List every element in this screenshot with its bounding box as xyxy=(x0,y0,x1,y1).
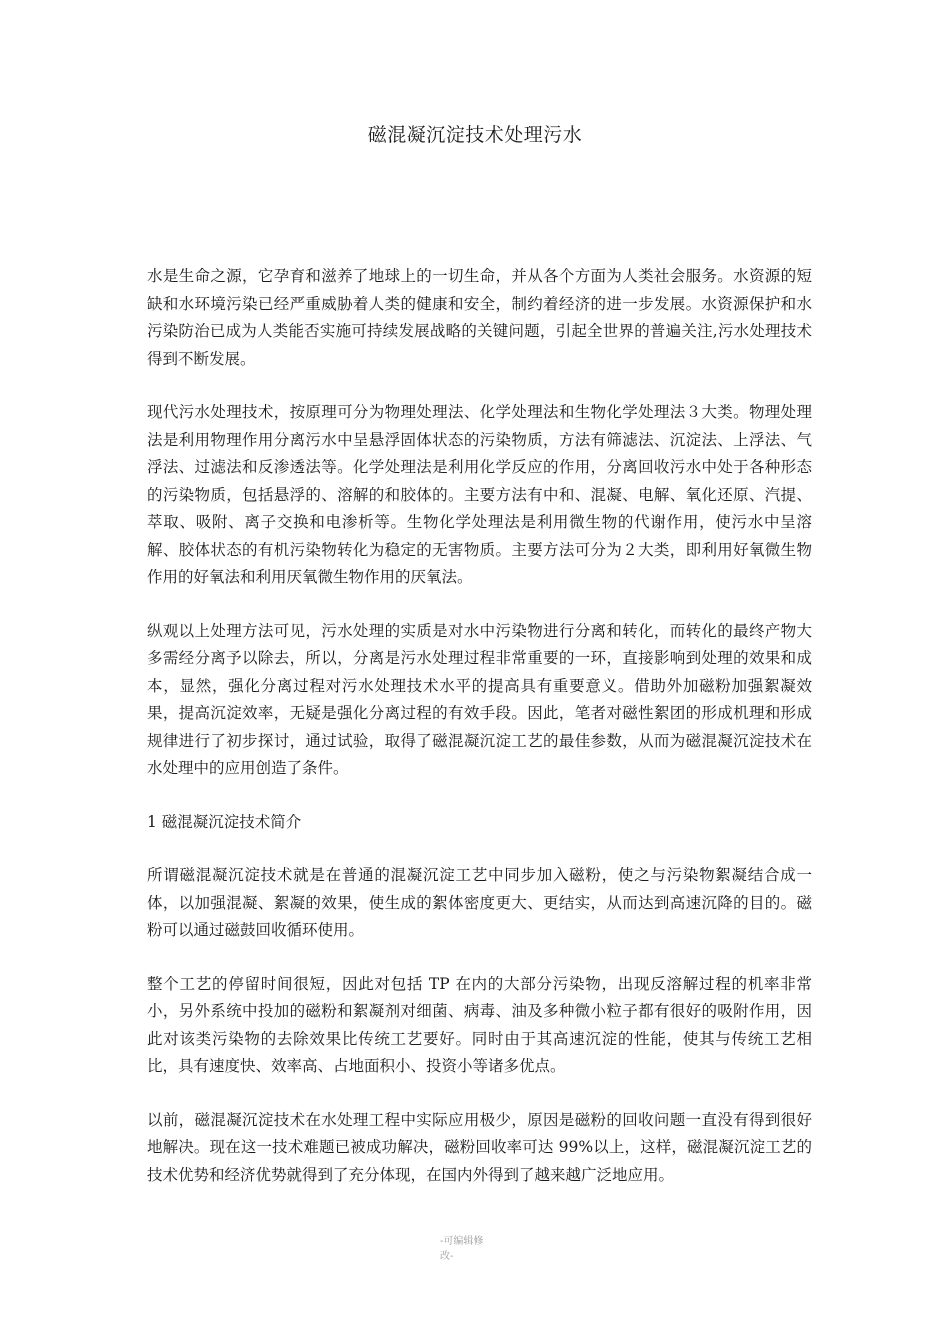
paragraph-methods: 现代污水处理技术，按原理可分为物理处理法、化学处理法和生物化学处理法３大类。物理处理法是利用物理作用分离污水中呈悬浮固体状态的污染物质，方法有筛滤法、沉淀法、上浮法、气浮法、过滤法和反渗透法等。化学处理法是利用化学反应的作用，分离回收污水中处于各种形态的污染物质，包括悬浮的、溶解的和胶体的。主要方法有中和、混凝、电解、氧化还原、汽提、萃取、吸附、离子交换和电渗析等。生物化学处理法是利用微生物的代谢作用，使污水中呈溶解、胶体状态的有机污染物转化为稳定的无害物质。主要方法可分为２大类，即利用好氧微生物作用的好氧法和利用厌氧微生物作用的厌氧法。 xyxy=(147,403,812,586)
paragraph-intro: 水是生命之源，它孕育和滋养了地球上的一切生命，并从各个方面为人类社会服务。水资源的短缺和水环境污染已经严重威胁着人类的健康和安全，制约着经济的进一步发展。水资源保护和水污染防治已成为人类能否实施可持续发展战略的关键问题，引起全世界的普遍关注,污水处理技术得到不断发展。 xyxy=(147,267,812,368)
paragraph-history: 以前，磁混凝沉淀技术在水处理工程中实际应用极少，原因是磁粉的回收问题一直没有得到很好地解决。现在这一技术难题已被成功解决，磁粉回收率可达 99%以上，这样，磁混凝沉淀工艺的技术优势和经济优势就得到了充分体现，在国内外得到了越来越广泛地应用。 xyxy=(147,1110,812,1184)
paragraph-separation: 纵观以上处理方法可见，污水处理的实质是对水中污染物进行分离和转化，而转化的最终产物大多需经分离予以除去，所以，分离是污水处理过程非常重要的一环，直接影响到处理的效果和成本，显然，强化分离过程对污水处理技术水平的提高具有重要意义。借助外加磁粉加强絮凝效果，提高沉淀效率，无疑是强化分离过程的有效手段。因此，笔者对磁性絮团的形成机理和形成规律进行了初步探讨，通过试验，取得了磁混凝沉淀工艺的最佳参数，从而为磁混凝沉淀技术在水处理中的应用创造了条件。 xyxy=(147,621,812,777)
page-footer xyxy=(440,1234,510,1264)
document-title: 磁混凝沉淀技术处理污水 xyxy=(367,124,583,146)
document-body xyxy=(147,263,812,1189)
footer-line-2: 改- xyxy=(440,1251,454,1262)
section-heading: 1 磁混凝沉淀技术简介 xyxy=(147,812,302,831)
paragraph-advantages: 整个工艺的停留时间很短，因此对包括 TP 在内的大部分污染物，出现反溶解过程的机率非常小，另外系统中投加的磁粉和絮凝剂对细菌、病毒、油及多种微小粒子都有很好的吸附作用，因此对该类污染物的去除效果比传统工艺要好。同时由于其高速沉淀的性能，使其与传统工艺相比，具有速度快、效率高、占地面积小、投资小等诸多优点。 xyxy=(147,974,812,1075)
footer-line-1: -可编辑修 xyxy=(440,1236,484,1247)
paragraph-definition: 所谓磁混凝沉淀技术就是在普通的混凝沉淀工艺中同步加入磁粉，使之与污染物絮凝结合成一体，以加强混凝、絮凝的效果，使生成的絮体密度更大、更结实，从而达到高速沉降的目的。磁粉可以通过磁鼓回收循环使用。 xyxy=(147,866,812,939)
